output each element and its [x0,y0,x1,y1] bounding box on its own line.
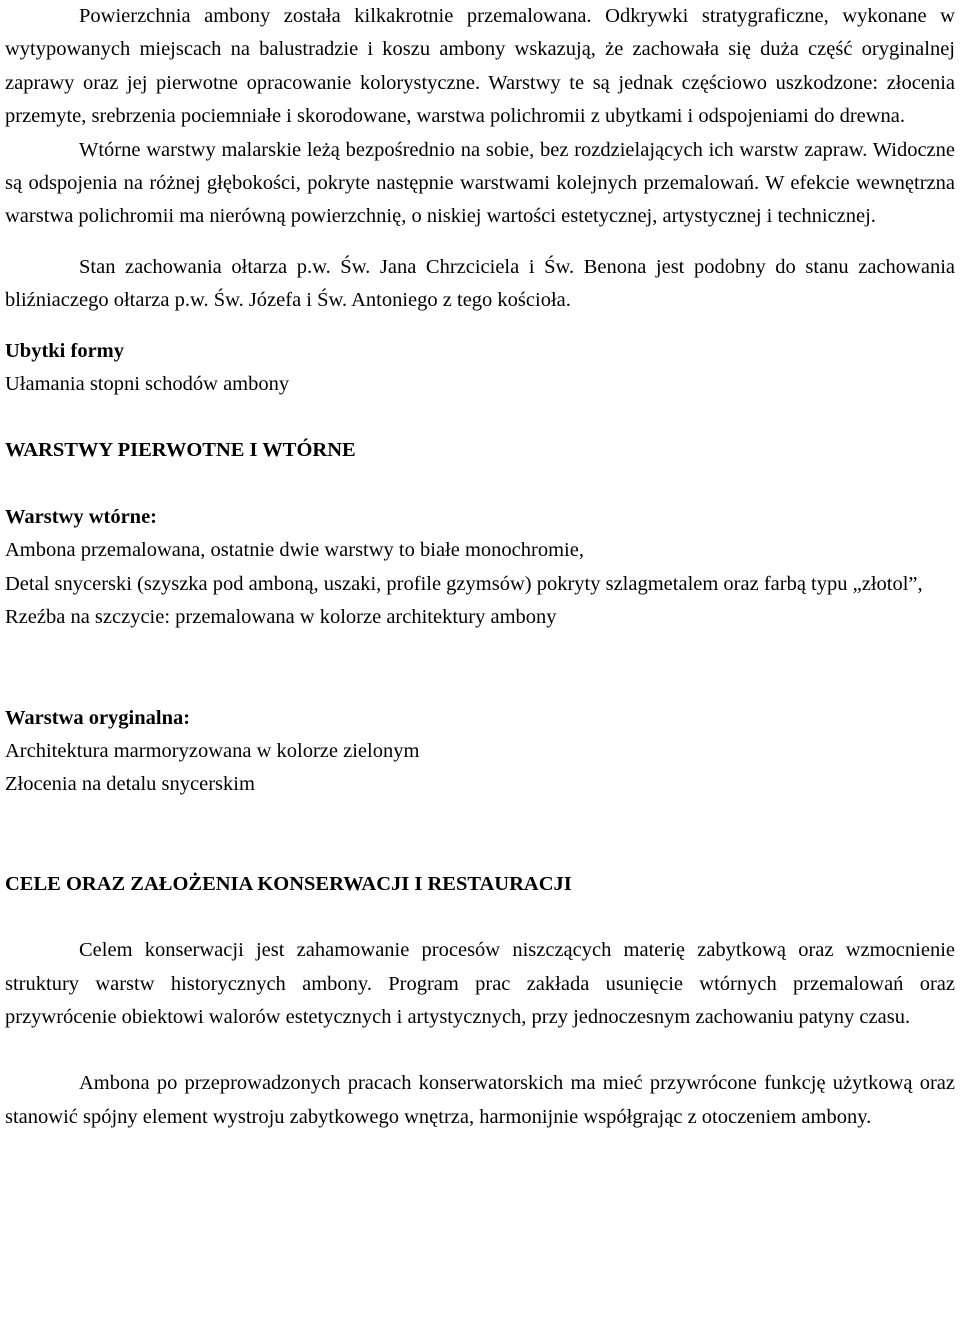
heading-goals: CELE ORAZ ZAŁOŻENIA KONSERWACJI I RESTAURACJI [5,872,572,895]
heading-form-losses: Ubytki formy [5,339,125,362]
paragraph-stratigraphy: Powierzchnia ambony została kilkakrotnie przemalowana. Odkrywki stratygraficzne, wykonane w wytypowanych miejscach na balustradzie i koszu ambony wskazują, że zachowała się duża część oryginalnej zaprawy oraz jej pierwotne opracowanie kolorystyczne. Warstwy te są jednak częściowo uszkodzone: złocenia przemyte, srebrzenia pociemniałe i skorodowane, warstwa polichromii z ubytkami i odspojeniami do drewna. [5,5,955,128]
list-item-original: Architektura marmoryzowana w kolorze zielonym [5,739,420,762]
document-page [5,0,955,1134]
list-item-secondary: Detal snycerski (szyszka pod amboną, uszaki, profile gzymsów) pokryty szlagmetalem oraz farbą typu „złotol”, [5,572,923,595]
heading-original-layer: Warstwa oryginalna: [5,706,191,729]
list-item-secondary: Rzeźba na szczycie: przemalowana w kolorze architektury ambony [5,606,557,629]
heading-secondary-layers: Warstwy wtórne: [5,505,158,528]
paragraph-conservation-goal: Celem konserwacji jest zahamowanie procesów niszczących materię zabytkową oraz wzmocnienie struktury warstw historycznych ambony. Program prac zakłada usunięcie wtórnych przemalowań oraz przywrócenie obiektowi walorów estetycznych i artystycznych, przy jednoczesnym zachowaniu patyny czasu. [5,939,955,1028]
heading-layers: WARSTWY PIERWOTNE I WTÓRNE [5,439,356,462]
list-item-secondary: Ambona przemalowana, ostatnie dwie warstwy to białe monochromie, [5,539,584,562]
paragraph-secondary-layers: Wtórne warstwy malarskie leżą bezpośrednio na sobie, bez rozdzielających ich warstw zapraw. Widoczne są odspojenia na różnej głębokości, pokryte następnie warstwami kolejnych przemalowań. W efekcie wewnętrzna warstwa polichromii ma nierówną powierzchnię, o niskiej wartości estetycznej, artystycznej i technicznej. [5,138,955,228]
paragraph-pulpit-function: Ambona po przeprowadzonych pracach konserwatorskich ma mieć przywrócone funkcję użytkową oraz stanowić spójny element wystroju zabytkowego wnętrza, harmonijnie współgrając z otoczeniem ambony. [5,1072,955,1128]
paragraph-altar-comparison: Stan zachowania ołtarza p.w. Św. Jana Chrzciciela i Św. Benona jest podobny do stanu zachowania bliźniaczego ołtarza p.w. Św. Józefa i Św. Antoniego z tego kościoła. [5,255,955,312]
list-item-original: Złocenia na detalu snycerskim [5,773,255,796]
text-form-losses: Ułamania stopni schodów ambony [5,373,290,396]
